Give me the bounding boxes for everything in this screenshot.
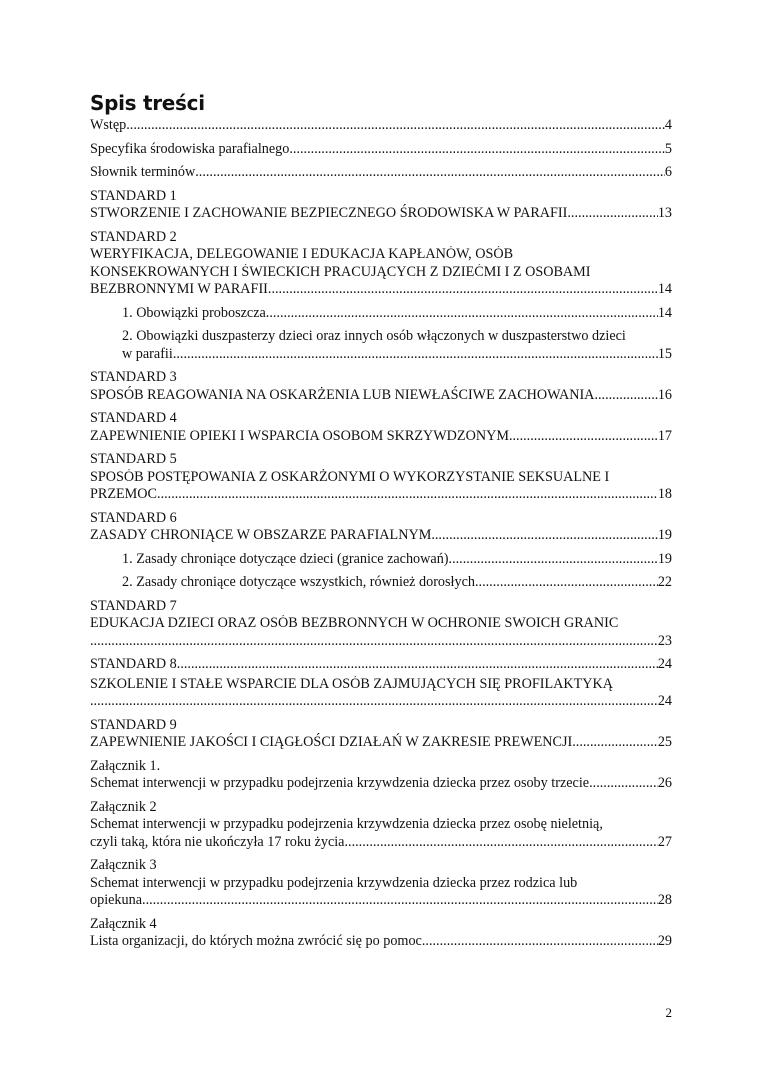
toc-entry-text: Specyfika środowiska parafialnego (90, 140, 290, 157)
toc-entry-text: ZAPEWNIENIE OPIEKI I WSPARCIA OSOBOM SKRZYWDZONYM (90, 427, 509, 444)
toc-entry-line: Schemat interwencji w przypadku podejrzenia krzywdzenia dziecka przez osobę nieletnią, (90, 816, 603, 832)
toc-entry-text: ZASADY CHRONIĄCE W OBSZARZE PARAFIALNYM (90, 527, 432, 543)
toc-entry[interactable] (90, 916, 672, 951)
toc-entry-line: WERYFIKACJA, DELEGOWANIE I EDUKACJA KAPŁANÓW, OSÓB (90, 246, 514, 262)
toc-entry[interactable] (90, 857, 672, 910)
toc-entry-line: STANDARD 6 (90, 509, 177, 526)
toc-subentry[interactable] (90, 305, 672, 323)
toc-entry-text: opiekuna. (90, 892, 146, 908)
toc-entry-text: STWORZENIE I ZACHOWANIE BEZPIECZNEGO ŚRODOWISKA W PARAFII (90, 205, 568, 221)
toc-entry-text: w parafii (122, 345, 173, 362)
toc-entry-line: SZKOLENIE I STAŁE WSPARCIE DLA OSÓB ZAJMUJĄCYCH SIĘ PROFILAKTYKĄ (90, 675, 614, 692)
toc-entry-line: Załącznik 4 (90, 915, 157, 932)
toc-page (90, 90, 672, 957)
toc-page-number: 23 (657, 632, 672, 649)
toc-page-number: 5 (664, 140, 672, 157)
toc-page-number: 14 (657, 281, 672, 297)
toc-entry-text: BEZBRONNYMI W PARAFII. (90, 281, 272, 297)
toc-page-number: 14 (657, 304, 672, 321)
toc-entry-line: Załącznik 1. (90, 757, 161, 774)
toc-entry-line: SPOSÓB POSTĘPOWANIA Z OSKARŻONYMI O WYKORZYSTANIE SEKSUALNE I (90, 468, 610, 485)
toc-page-number: 6 (664, 164, 672, 180)
toc-entry-text: 1. Zasady chroniące dotyczące dzieci (granice zachowań) (122, 550, 449, 567)
toc-entry[interactable] (90, 451, 672, 504)
toc-entry[interactable] (90, 369, 672, 404)
toc-entry-text: Lista organizacji, do których można zwrócić się po pomoc (90, 933, 422, 949)
toc-entry[interactable] (90, 510, 672, 545)
toc-page-number: 25 (657, 734, 672, 750)
toc-entry-line: STANDARD 7 (90, 597, 177, 614)
toc-subentry[interactable] (90, 328, 672, 363)
toc-entry-line: STANDARD 1 (90, 187, 177, 204)
toc-entry-text: Schemat interwencji w przypadku podejrzenia krzywdzenia dziecka przez osoby trzecie (90, 775, 590, 791)
toc-entry-line: EDUKACJA DZIECI ORAZ OSÓB BEZBRONNYCH W OCHRONIE SWOICH GRANIC (90, 615, 619, 631)
toc-subentry[interactable] (90, 551, 672, 569)
toc-page-number: 22 (657, 574, 672, 590)
toc-entry-text: Słownik terminów (90, 164, 196, 180)
toc-entry[interactable] (90, 799, 672, 852)
toc-entry-text: Wstęp (90, 117, 127, 133)
toc-entry[interactable] (90, 717, 672, 752)
toc-entry-line: KONSEKROWANYCH I ŚWIECKICH PRACUJĄCYCH Z DZIEĆMI I Z OSOBAMI (90, 263, 591, 280)
toc-entry-line: Załącznik 3 (90, 857, 157, 873)
toc-entry[interactable] (90, 164, 672, 182)
toc-entry-text: 2. Zasady chroniące dotyczące wszystkich, również dorosłych (122, 574, 475, 590)
toc-page-number: 26 (657, 775, 672, 791)
toc-page-number: 28 (657, 892, 672, 908)
toc-page-number: 19 (657, 527, 672, 543)
toc-entry-line: STANDARD 9 (90, 716, 177, 733)
toc-page-number: 24 (657, 693, 672, 709)
toc-page-number: 13 (657, 205, 672, 221)
toc-entry[interactable] (90, 141, 672, 159)
toc-page-number: 4 (664, 117, 672, 133)
toc-entry-text: SPOSÓB REAGOWANIA NA OSKARŻENIA LUB NIEWŁAŚCIWE ZACHOWANIA (90, 386, 595, 403)
toc-page-number: 24 (657, 656, 672, 672)
toc-page-number: 29 (657, 933, 672, 949)
toc-entry-line: 2. Obowiązki duszpasterzy dzieci oraz innych osób włączonych w duszpasterstwo dzieci (122, 328, 626, 344)
toc-entry-text: czyli taką, która nie ukończyła 17 roku życia (90, 833, 345, 850)
toc-page-number: 27 (657, 833, 672, 850)
toc-entry[interactable] (90, 117, 672, 135)
toc-subentry[interactable] (90, 574, 672, 592)
toc-entry[interactable] (90, 758, 672, 793)
toc-entry-text: PRZEMOC (90, 486, 158, 502)
toc-title: Spis treści (90, 91, 205, 115)
toc-page-number: 19 (657, 550, 672, 567)
toc-page-number: 15 (657, 345, 672, 362)
toc-entry-line: STANDARD 5 (90, 451, 177, 467)
toc-entry-line: Schemat interwencji w przypadku podejrzenia krzywdzenia dziecka przez rodzica lub (90, 874, 578, 891)
page-number: 2 (665, 1005, 672, 1020)
toc-entry-text: ZAPEWNIENIE JAKOŚCI I CIĄGŁOŚCI DZIAŁAŃ W ZAKRESIE PREWENCJI (90, 734, 573, 750)
toc-entry-line: Załącznik 2 (90, 798, 157, 815)
toc-entry[interactable] (90, 410, 672, 445)
toc-entry-text: 1. Obowiązki proboszcza (122, 304, 266, 321)
toc-page-number: 17 (657, 427, 672, 444)
toc-page-number: 18 (657, 486, 672, 502)
toc-entry[interactable] (90, 656, 672, 674)
toc-entry[interactable] (90, 598, 672, 651)
toc-entry[interactable] (90, 676, 672, 711)
toc-entry-text: STANDARD 8 (90, 656, 177, 672)
toc-entry[interactable] (90, 188, 672, 223)
toc-page-number: 16 (657, 386, 672, 403)
toc-entry-line: STANDARD 3 (90, 369, 177, 385)
toc-entry-line: STANDARD 4 (90, 410, 177, 426)
toc-entry-line: STANDARD 2 (90, 228, 177, 245)
toc-entry[interactable] (90, 229, 672, 299)
